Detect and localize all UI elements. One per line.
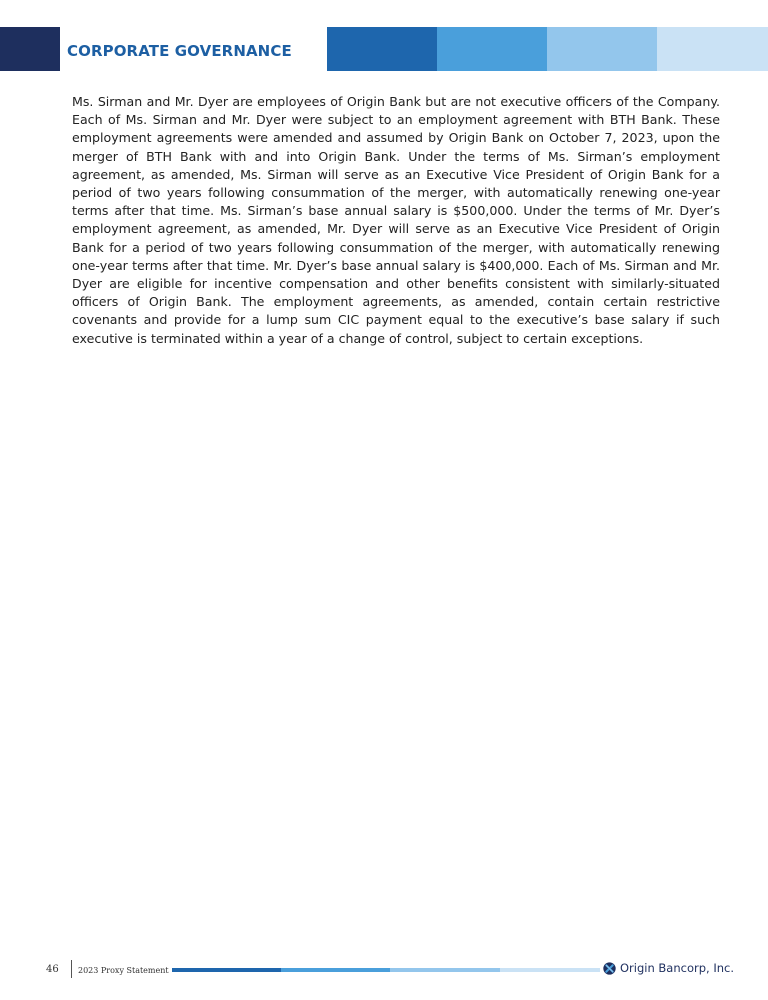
footer-divider <box>71 960 72 978</box>
footer-color-bar-1 <box>172 968 281 972</box>
body-paragraph: Ms. Sirman and Mr. Dyer are employees of Origin Bank but are not executive officers of the Company. Each of Ms. Sirman and Mr. Dyer were subject to an employment agreement with BTH Bank. These employment agreements were amended and assumed by Origin Bank on October 7, 2023, upon the merger of BTH Bank with and into Origin Bank. Under the terms of Ms. Sirman’s employment agreement, as amended, Ms. Sirman will serve as an Executive Vice President of Origin Bank for a period of two years following consummation of the merger, with automatically renewing one-year terms after that time. Ms. Sirman’s base annual salary is $500,000. Under the terms of Mr. Dyer’s employment agreement, as amended, Mr. Dyer will serve as an Executive Vice President of Origin Bank for a period of two years following consummation of the merger, with automatically renewing one-year terms after that time. Mr. Dyer’s base annual salary is $400,000. Each of Ms. Sirman and Mr. Dyer are eligible for incentive compensation and other benefits consistent with similarly-situated officers of Origin Bank. The employment agreements, as amended, contain certain restrictive covenants and provide for a lump sum CIC payment equal to the executive’s base salary if such executive is terminated within a year of a change of control, subject to certain exceptions. <box>72 94 720 346</box>
header-color-bar-2 <box>437 27 547 71</box>
header-color-bar-1 <box>327 27 437 71</box>
header-color-bar-3 <box>547 27 657 71</box>
origin-x-logo-icon <box>603 962 616 975</box>
company-name: Origin Bancorp, Inc. <box>620 961 734 975</box>
section-title: CORPORATE GOVERNANCE <box>67 42 292 60</box>
page-number: 46 <box>46 964 59 975</box>
header-navy-block <box>0 27 60 71</box>
company-logo <box>603 961 734 975</box>
footer-color-bar-3 <box>390 968 500 972</box>
footer-color-bar-2 <box>281 968 390 972</box>
footer-color-bar-4 <box>500 968 600 972</box>
header-color-bar-4 <box>657 27 768 71</box>
document-label: 2023 Proxy Statement <box>78 966 169 975</box>
